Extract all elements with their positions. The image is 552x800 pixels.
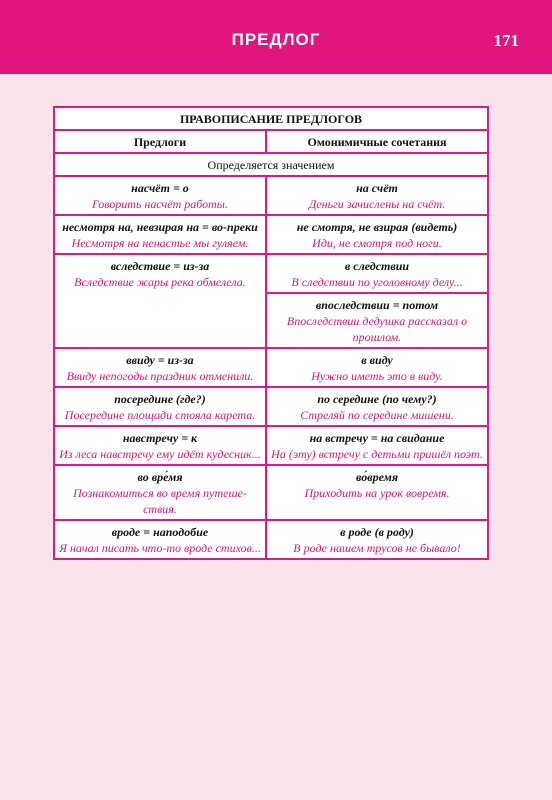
homonym-cell bbox=[266, 215, 488, 254]
homonym-term: не смотря, не взирая (видеть) bbox=[296, 220, 458, 234]
table-row bbox=[54, 387, 488, 426]
homonym-cell bbox=[266, 387, 488, 426]
homonym-cell bbox=[266, 176, 488, 215]
preposition-cell bbox=[54, 387, 266, 426]
homonym-cell bbox=[266, 293, 488, 348]
preposition-cell bbox=[54, 426, 266, 465]
table-subheading: Определяется значением bbox=[54, 153, 488, 176]
preposition-term: вследствие = из-за bbox=[110, 259, 210, 273]
homonym-cell bbox=[266, 254, 488, 293]
preposition-example: Познакомиться во время путеше-ствия. bbox=[73, 486, 247, 516]
homonym-example: Иди, не смотря под ноги. bbox=[312, 236, 442, 250]
homonym-example: Стреляй по середине мишени. bbox=[300, 408, 454, 422]
table-row bbox=[54, 254, 488, 293]
homonym-term: впоследствии = потом bbox=[315, 298, 439, 312]
preposition-term: во вре́мя bbox=[137, 470, 183, 484]
homonym-example: Деньги зачислены на счёт. bbox=[308, 197, 446, 211]
table-row bbox=[54, 520, 488, 559]
preposition-term: посередине (где?) bbox=[114, 392, 206, 406]
column-header-homonyms: Омонимичные сочетания bbox=[266, 130, 488, 153]
table-title: ПРАВОПИСАНИЕ ПРЕДЛОГОВ bbox=[54, 107, 488, 130]
preposition-cell bbox=[54, 348, 266, 387]
homonym-cell bbox=[266, 348, 488, 387]
preposition-cell bbox=[54, 520, 266, 559]
preposition-term: вроде = наподобие bbox=[111, 525, 209, 539]
preposition-cell bbox=[54, 176, 266, 215]
homonym-cell bbox=[266, 520, 488, 559]
homonym-term: в роде (в роду) bbox=[340, 525, 414, 539]
homonym-term: в виду bbox=[361, 353, 393, 367]
preposition-example: Из леса навстречу ему идёт кудесник... bbox=[59, 447, 261, 461]
prepositions-table bbox=[53, 106, 489, 560]
preposition-cell bbox=[54, 215, 266, 254]
table-row bbox=[54, 465, 488, 520]
homonym-example: В следствии по уголовному делу... bbox=[291, 275, 463, 289]
table-row bbox=[54, 348, 488, 387]
preposition-cell bbox=[54, 465, 266, 520]
table-row bbox=[54, 426, 488, 465]
preposition-term: несмотря на, невзирая на = во-преки bbox=[62, 220, 258, 234]
homonym-example: В роде нашем трусов не бывало! bbox=[293, 541, 461, 555]
homonym-cell bbox=[266, 426, 488, 465]
homonym-example: Нужно иметь это в виду. bbox=[311, 369, 443, 383]
homonym-term: на счёт bbox=[356, 181, 398, 195]
homonym-example: Впоследствии дедушка рассказал о прошлом. bbox=[286, 314, 468, 344]
table-row bbox=[54, 215, 488, 254]
homonym-term: в следствии bbox=[344, 259, 410, 273]
homonym-term: во́время bbox=[356, 470, 398, 484]
preposition-example: Вследствие жары река обмелела. bbox=[74, 275, 246, 289]
table-row bbox=[54, 176, 488, 215]
preposition-example: Ввиду непогоды праздник отменили. bbox=[66, 369, 254, 383]
preposition-term: ввиду = из-за bbox=[126, 353, 194, 367]
column-header-prepositions: Предлоги bbox=[54, 130, 266, 153]
preposition-example: Посередине площади стояла карета. bbox=[64, 408, 256, 422]
homonym-example: На (эту) встречу с детьми пришёл поэт. bbox=[271, 447, 483, 461]
preposition-term: навстречу = к bbox=[122, 431, 198, 445]
preposition-term: насчёт = о bbox=[131, 181, 189, 195]
preposition-example: Я начал писать что-то вроде стихов... bbox=[59, 541, 261, 555]
preposition-example: Несмотря на ненастье мы гуляем. bbox=[71, 236, 249, 250]
page-number: 171 bbox=[493, 31, 519, 50]
preposition-example: Говорить насчёт работы. bbox=[92, 197, 228, 211]
homonym-term: по середине (по чему?) bbox=[317, 392, 437, 406]
homonym-term: на встречу = на свидание bbox=[309, 431, 445, 445]
homonym-cell bbox=[266, 465, 488, 520]
preposition-cell bbox=[54, 254, 266, 348]
page-header bbox=[0, 0, 552, 74]
page-title: ПРЕДЛОГ bbox=[231, 30, 321, 49]
homonym-example: Приходить на урок вовремя. bbox=[304, 486, 450, 500]
